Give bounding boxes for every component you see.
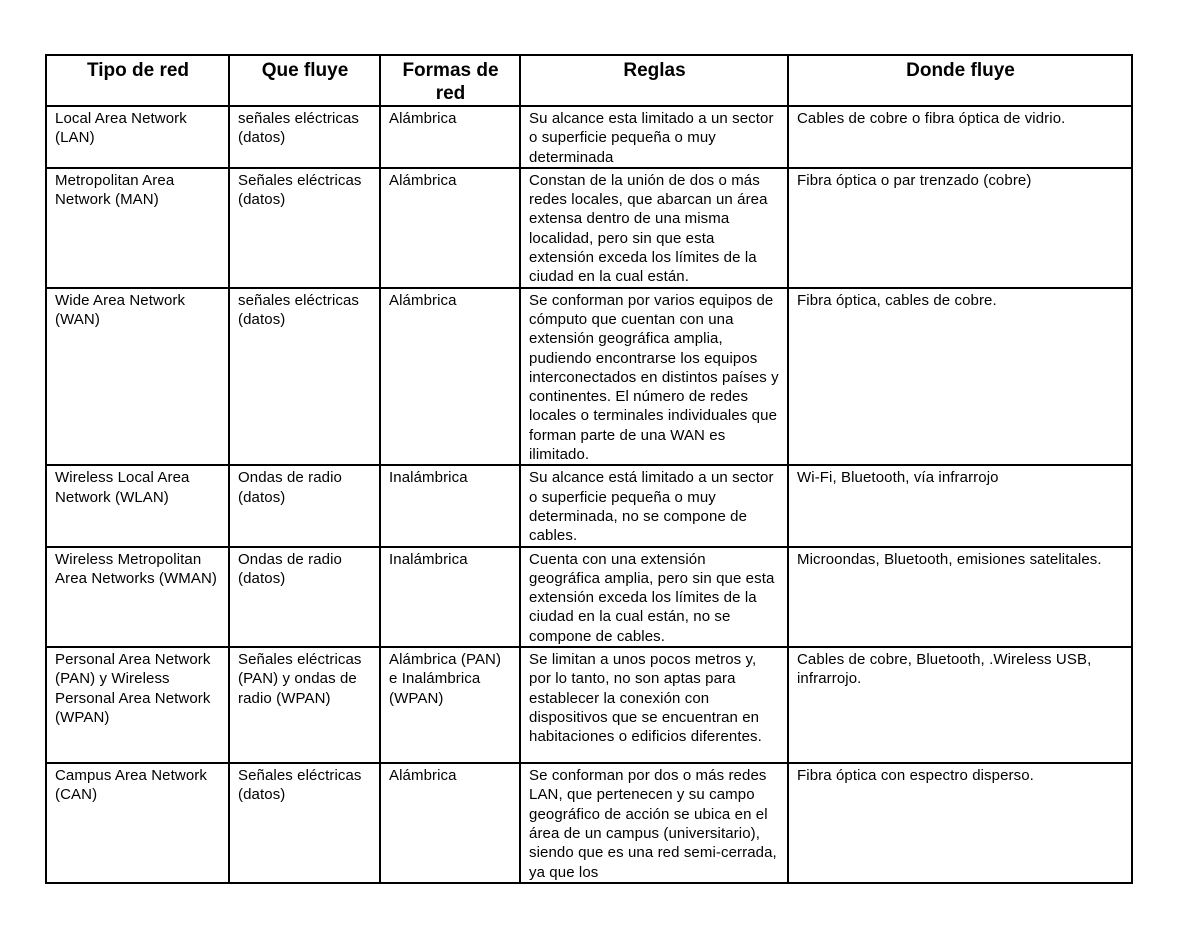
- header-tipo-de-red: Tipo de red: [46, 55, 229, 106]
- table-row: [46, 106, 1132, 168]
- header-formas-de-red: Formas de red: [380, 55, 520, 106]
- cell-reglas: Constan de la unión de dos o más redes locales, que abarcan un área extensa dentro de una misma localidad, pero sin que esta extensión exceda los límites de la ciudad en la cual están.: [520, 168, 788, 288]
- cell-tipo: Metropolitan Area Network (MAN): [46, 168, 229, 288]
- cell-que-fluye: Ondas de radio (datos): [229, 465, 380, 546]
- cell-reglas: Cuenta con una extensión geográfica amplia, pero sin que esta extensión exceda los límites de la ciudad en la cual están, no se compone de cables.: [520, 547, 788, 647]
- cell-tipo: Local Area Network (LAN): [46, 106, 229, 168]
- cell-formas: Alámbrica: [380, 106, 520, 168]
- cell-tipo: Wireless Local Area Network (WLAN): [46, 465, 229, 546]
- cell-formas: Inalámbrica: [380, 465, 520, 546]
- table-row: [46, 465, 1132, 546]
- cell-tipo: Campus Area Network (CAN): [46, 763, 229, 883]
- cell-donde: Cables de cobre o fibra óptica de vidrio.: [788, 106, 1132, 168]
- table-header-row: [46, 55, 1132, 106]
- table-row: [46, 647, 1132, 763]
- cell-donde: Fibra óptica con espectro disperso.: [788, 763, 1132, 883]
- table-row: [46, 288, 1132, 466]
- cell-formas: Inalámbrica: [380, 547, 520, 647]
- cell-reglas: Su alcance está limitado a un sector o superficie pequeña o muy determinada, no se compone de cables.: [520, 465, 788, 546]
- cell-tipo: Personal Area Network (PAN) y Wireless Personal Area Network (WPAN): [46, 647, 229, 763]
- cell-formas: Alámbrica: [380, 763, 520, 883]
- header-que-fluye: Que fluye: [229, 55, 380, 106]
- cell-que-fluye: Señales eléctricas (datos): [229, 168, 380, 288]
- table-row: [46, 547, 1132, 647]
- table-row: [46, 168, 1132, 288]
- cell-donde: Cables de cobre, Bluetooth, .Wireless USB, infrarrojo.: [788, 647, 1132, 763]
- cell-que-fluye: Señales eléctricas (PAN) y ondas de radio (WPAN): [229, 647, 380, 763]
- cell-reglas: Se conforman por varios equipos de cómputo que cuentan con una extensión geográfica amplia, pudiendo encontrarse los equipos interconectados en distintos países y continentes. El número de redes locales o terminales individuales que forman parte de una WAN es ilimitado.: [520, 288, 788, 466]
- cell-reglas: Se limitan a unos pocos metros y, por lo tanto, no son aptas para establecer la conexión con dispositivos que se encuentran en habitaciones o edificios diferentes.: [520, 647, 788, 763]
- header-donde-fluye: Donde fluye: [788, 55, 1132, 106]
- cell-donde: Microondas, Bluetooth, emisiones satelitales.: [788, 547, 1132, 647]
- table-row: [46, 763, 1132, 883]
- network-types-table-container: [45, 54, 1131, 884]
- cell-formas: Alámbrica: [380, 168, 520, 288]
- cell-formas: Alámbrica (PAN) e Inalámbrica (WPAN): [380, 647, 520, 763]
- header-reglas: Reglas: [520, 55, 788, 106]
- cell-donde: Wi-Fi, Bluetooth, vía infrarrojo: [788, 465, 1132, 546]
- cell-reglas: Se conforman por dos o más redes LAN, que pertenecen y su campo geográfico de acción se ubica en el área de un campus (universitario), siendo que es una red semi-cerrada, ya que los: [520, 763, 788, 883]
- cell-tipo: Wide Area Network (WAN): [46, 288, 229, 466]
- cell-formas: Alámbrica: [380, 288, 520, 466]
- cell-que-fluye: Señales eléctricas (datos): [229, 763, 380, 883]
- cell-que-fluye: Ondas de radio (datos): [229, 547, 380, 647]
- network-types-table: [45, 54, 1133, 884]
- cell-reglas: Su alcance esta limitado a un sector o superficie pequeña o muy determinada: [520, 106, 788, 168]
- cell-donde: Fibra óptica o par trenzado (cobre): [788, 168, 1132, 288]
- cell-que-fluye: señales eléctricas (datos): [229, 288, 380, 466]
- cell-que-fluye: señales eléctricas (datos): [229, 106, 380, 168]
- cell-tipo: Wireless Metropolitan Area Networks (WMAN): [46, 547, 229, 647]
- cell-donde: Fibra óptica, cables de cobre.: [788, 288, 1132, 466]
